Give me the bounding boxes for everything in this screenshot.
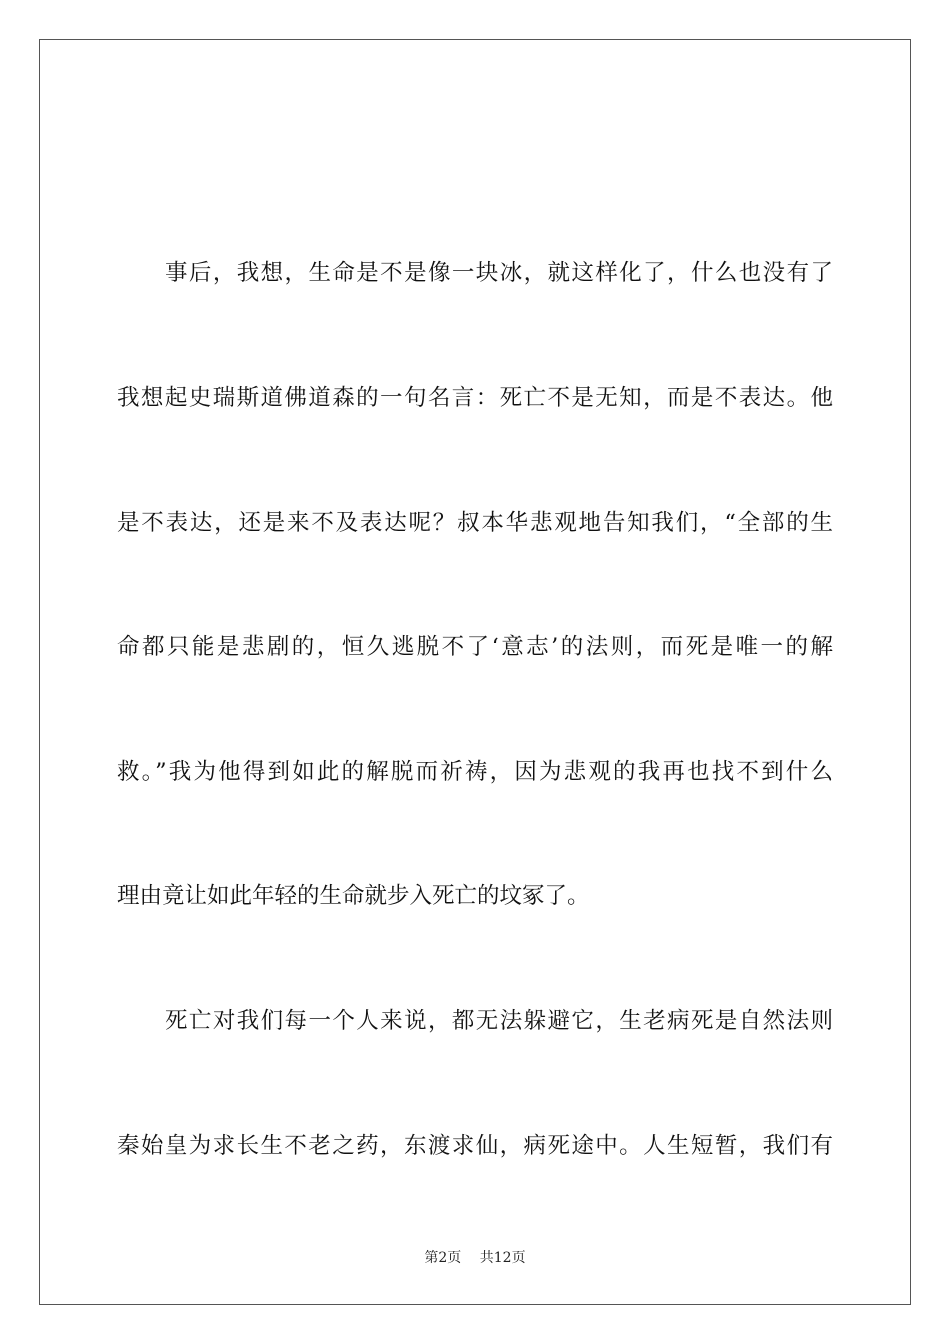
paragraph-line: 死亡对我们每一个人来说，都无法躲避它，生老病死是自然法则 (165, 1008, 833, 1034)
paragraph-line: 是不表达，还是来不及表达呢？叔本华悲观地告知我们，“全部的生 (117, 510, 833, 536)
page-footer (0, 1247, 950, 1267)
paragraph-line: 理由竟让如此年轻的生命就步入死亡的坟冢了。 (117, 883, 590, 909)
paragraph-line: 事后，我想，生命是不是像一块冰，就这样化了，什么也没有了 (165, 260, 833, 286)
page-border (39, 39, 911, 1305)
paragraph-line: 救。”我为他得到如此的解脱而祈祷，因为悲观的我再也找不到什么 (117, 759, 833, 785)
paragraph-line: 秦始皇为求长生不老之药，东渡求仙，病死途中。人生短暂，我们有 (117, 1133, 833, 1159)
paragraph-line: 我想起史瑞斯道佛道森的一句名言：死亡不是无知，而是不表达。他 (117, 385, 833, 411)
page-number: 第2页 (424, 1250, 462, 1266)
page-total: 共12页 (479, 1250, 526, 1266)
paragraph-line: 命都只能是悲剧的，恒久逃脱不了‘意志’的法则，而死是唯一的解 (117, 634, 833, 660)
